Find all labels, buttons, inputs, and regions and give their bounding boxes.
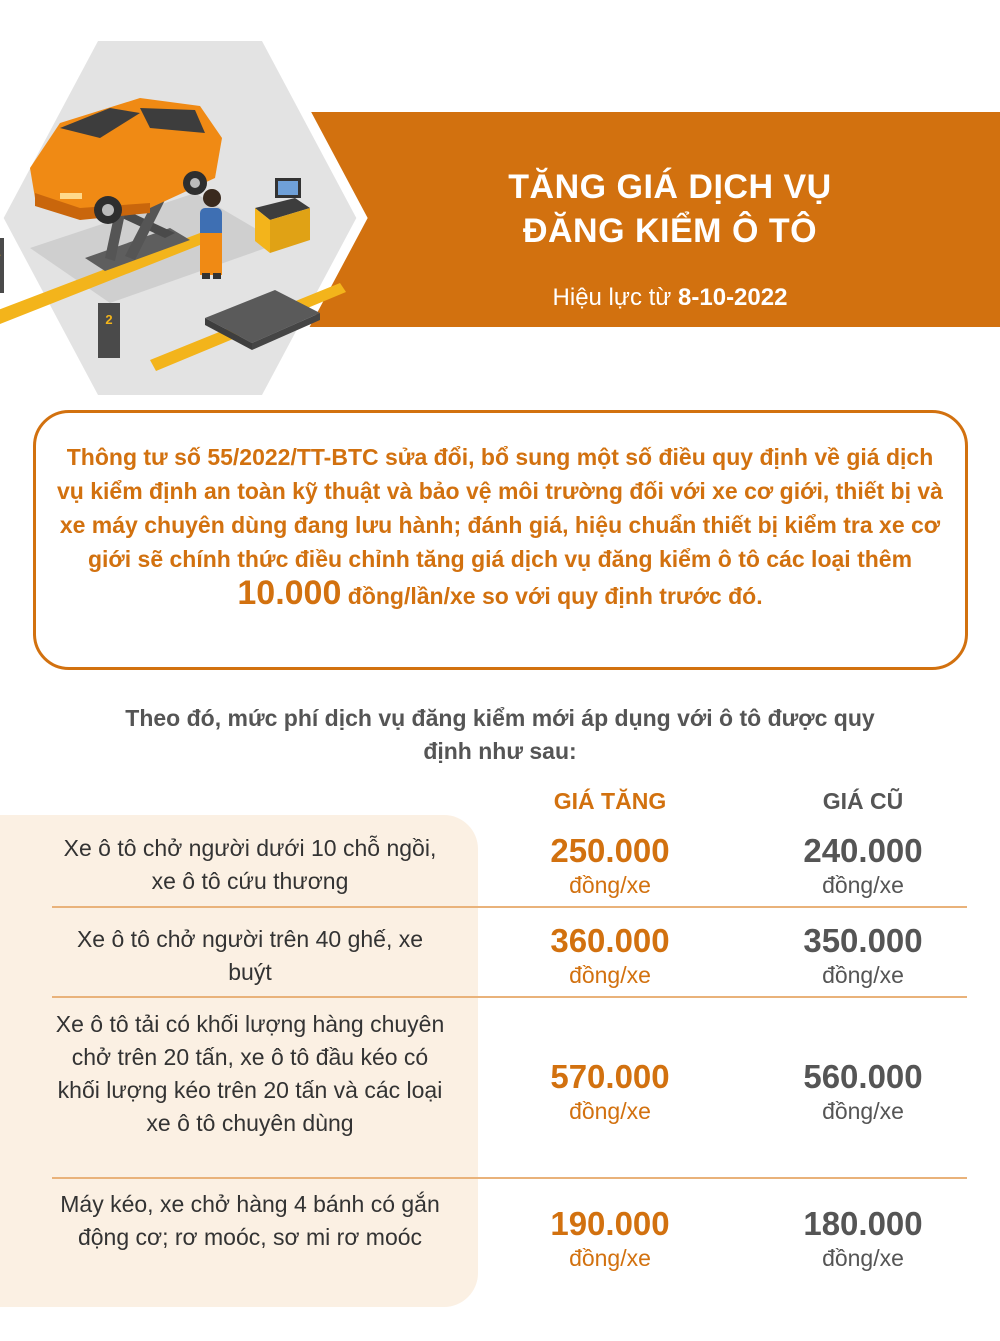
new-price — [500, 1205, 720, 1273]
old-price — [753, 1058, 973, 1126]
inspection-illustration — [0, 28, 370, 408]
intro-text-after: đồng/lần/xe so với quy định trước đó. — [347, 583, 763, 609]
effective-date-value: 8-10-2022 — [678, 284, 788, 311]
intro-text-before: Thông tư số 55/2022/TT-BTC sửa đổi, bổ sung một số điều quy định về giá dịch vụ kiểm định an toàn kỹ thuật và bảo vệ môi trường đối với xe cơ giới, thiết bị và xe máy chuyên dùng đang lưu hành; đánh giá, hiệu chuẩn thiết bị kiểm tra xe cơ giới sẽ chính thức điều chỉnh tăng giá dịch vụ đăng kiểm ô tô các loại thêm — [57, 444, 943, 572]
new-price — [500, 1058, 720, 1126]
page-title — [340, 165, 1000, 253]
old-price-unit: đồng/xe — [822, 1098, 904, 1124]
intro-text — [55, 440, 945, 613]
column-header-new-price: GIÁ TĂNG — [553, 788, 667, 814]
row-divider — [52, 906, 967, 908]
new-price — [500, 832, 720, 900]
row-divider — [52, 1177, 967, 1179]
row-label: Xe ô tô chở người trên 40 ghế, xe buýt — [76, 926, 424, 985]
title-line-1: TĂNG GIÁ DỊCH VỤ — [508, 168, 832, 206]
new-price-unit: đồng/xe — [569, 1245, 651, 1271]
new-price-unit: đồng/xe — [569, 1098, 651, 1124]
old-price — [753, 922, 973, 990]
old-price-value: 350.000 — [803, 922, 923, 959]
row-label: Máy kéo, xe chở hàng 4 bánh có gắn động cơ; rơ moóc, sơ mi rơ moóc — [60, 1191, 440, 1250]
old-price-value: 180.000 — [803, 1205, 923, 1242]
new-price-value: 190.000 — [550, 1205, 670, 1242]
new-price-unit: đồng/xe — [569, 872, 651, 898]
row-label: Xe ô tô tải có khối lượng hàng chuyên chở trên 20 tấn, xe ô tô đầu kéo có khối lượng kéo trên 20 tấn và các loại xe ô tô chuyên dùng — [55, 1011, 445, 1136]
lane-number-1 — [0, 244, 1, 259]
old-price-unit: đồng/xe — [822, 1245, 904, 1271]
new-price-value: 250.000 — [550, 832, 670, 869]
old-price-unit: đồng/xe — [822, 962, 904, 988]
old-price — [753, 1205, 973, 1273]
new-price — [500, 922, 720, 990]
row-divider — [52, 996, 967, 998]
new-price-value: 570.000 — [550, 1058, 670, 1095]
old-price-value: 560.000 — [803, 1058, 923, 1095]
old-price — [753, 832, 973, 900]
effective-date — [340, 282, 1000, 314]
old-price-unit: đồng/xe — [822, 872, 904, 898]
title-line-2: ĐĂNG KIỂM Ô TÔ — [522, 212, 818, 250]
column-header-old-price: GIÁ CŨ — [822, 788, 904, 814]
old-price-value: 240.000 — [803, 832, 923, 869]
new-price-unit: đồng/xe — [569, 962, 651, 988]
intro-amount: 10.000 — [237, 574, 342, 612]
table-intro: Theo đó, mức phí dịch vụ đăng kiểm mới áp dụng với ô tô được quy định như sau: — [125, 705, 875, 764]
effective-prefix: Hiệu lực từ — [552, 284, 672, 311]
row-label: Xe ô tô chở người dưới 10 chỗ ngồi, xe ô tô cứu thương — [63, 835, 437, 894]
lane-number-2: 2 — [105, 312, 113, 327]
new-price-value: 360.000 — [550, 922, 670, 959]
